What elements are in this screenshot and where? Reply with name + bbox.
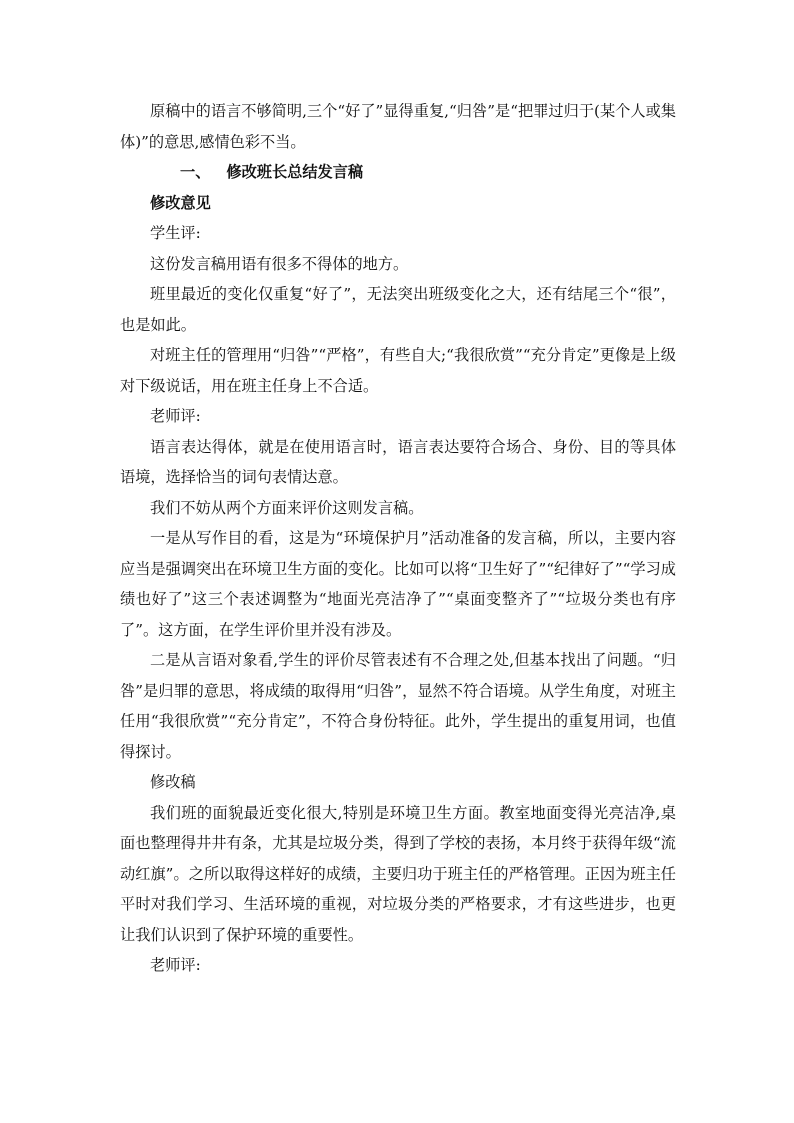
- revised-draft-paragraph: 我们班的面貌最近变化很大,特别是环境卫生方面。教室地面变得光亮洁净,桌面也整理得井井有条，尤其是垃圾分类，得到了学校的表扬，本月终于获得年级“流动红旗”。之所以取得这样好的成绩，主要归功于班主任的严格管理。正因为班主任平时对我们学习、生活环境的重视，对垃圾分类的严格要求，才有这些进步，也更让我们认识到了保护环境的重要性。: [120, 803, 676, 944]
- document-body: [120, 96, 676, 981]
- student-comment-label: 学生评:: [150, 224, 201, 242]
- teacher-comment-paragraph: 语言表达得体，就是在使用语言时，语言表达要符合场合、身份、目的等具体语境，选择恰当的词句表情达意。: [120, 437, 676, 486]
- final-teacher-comment-label: 老师评:: [150, 956, 201, 974]
- student-comment-paragraph: 班里最近的变化仅重复“好了”，无法突出班级变化之大，还有结尾三个“很”，也是如此。: [120, 285, 676, 334]
- section-heading: [120, 157, 676, 188]
- teacher-comment-paragraph: 一是从写作目的看，这是为“环境保护月”活动准备的发言稿，所以，主要内容应当是强调突出在环境卫生方面的变化。比如可以将“卫生好了”“纪律好了”“学习成绩也好了”这三个表述调整为“地面光亮洁净了”“桌面变整齐了”“垃圾分类也有序了”。这方面，在学生评价里并没有涉及。: [120, 529, 676, 639]
- intro-paragraph: 原稿中的语言不够简明,三个“好了”显得重复,“归咎”是“把罪过归于(某个人或集体)”的意思,感情色彩不当。: [120, 102, 676, 151]
- teacher-comment-paragraph: 我们不妨从两个方面来评价这则发言稿。: [150, 498, 424, 517]
- section-title: 修改班长总结发言稿: [226, 163, 364, 181]
- revised-draft-label: 修改稿: [150, 773, 196, 791]
- student-comment-paragraph: 这份发言稿用语有很多不得体的地方。: [150, 254, 409, 273]
- subheading-revision-opinion: 修改意见: [150, 193, 211, 212]
- student-comment-paragraph: 对班主任的管理用“归咎”“严格”，有些自大;“我很欣赏”“充分肯定”更像是上级对下级说话，用在班主任身上不合适。: [120, 346, 676, 395]
- teacher-comment-paragraph: 二是从言语对象看,学生的评价尽管表述有不合理之处,但基本找出了问题。“归咎”是归罪的意思，将成绩的取得用“归咎”，显然不符合语境。从学生角度，对班主任用“我很欣赏”“充分肯定”，不符合身份特征。此外，学生提出的重复用词，也值得探讨。: [120, 651, 676, 761]
- teacher-comment-label: 老师评:: [150, 407, 201, 425]
- section-number: 一、: [180, 163, 211, 181]
